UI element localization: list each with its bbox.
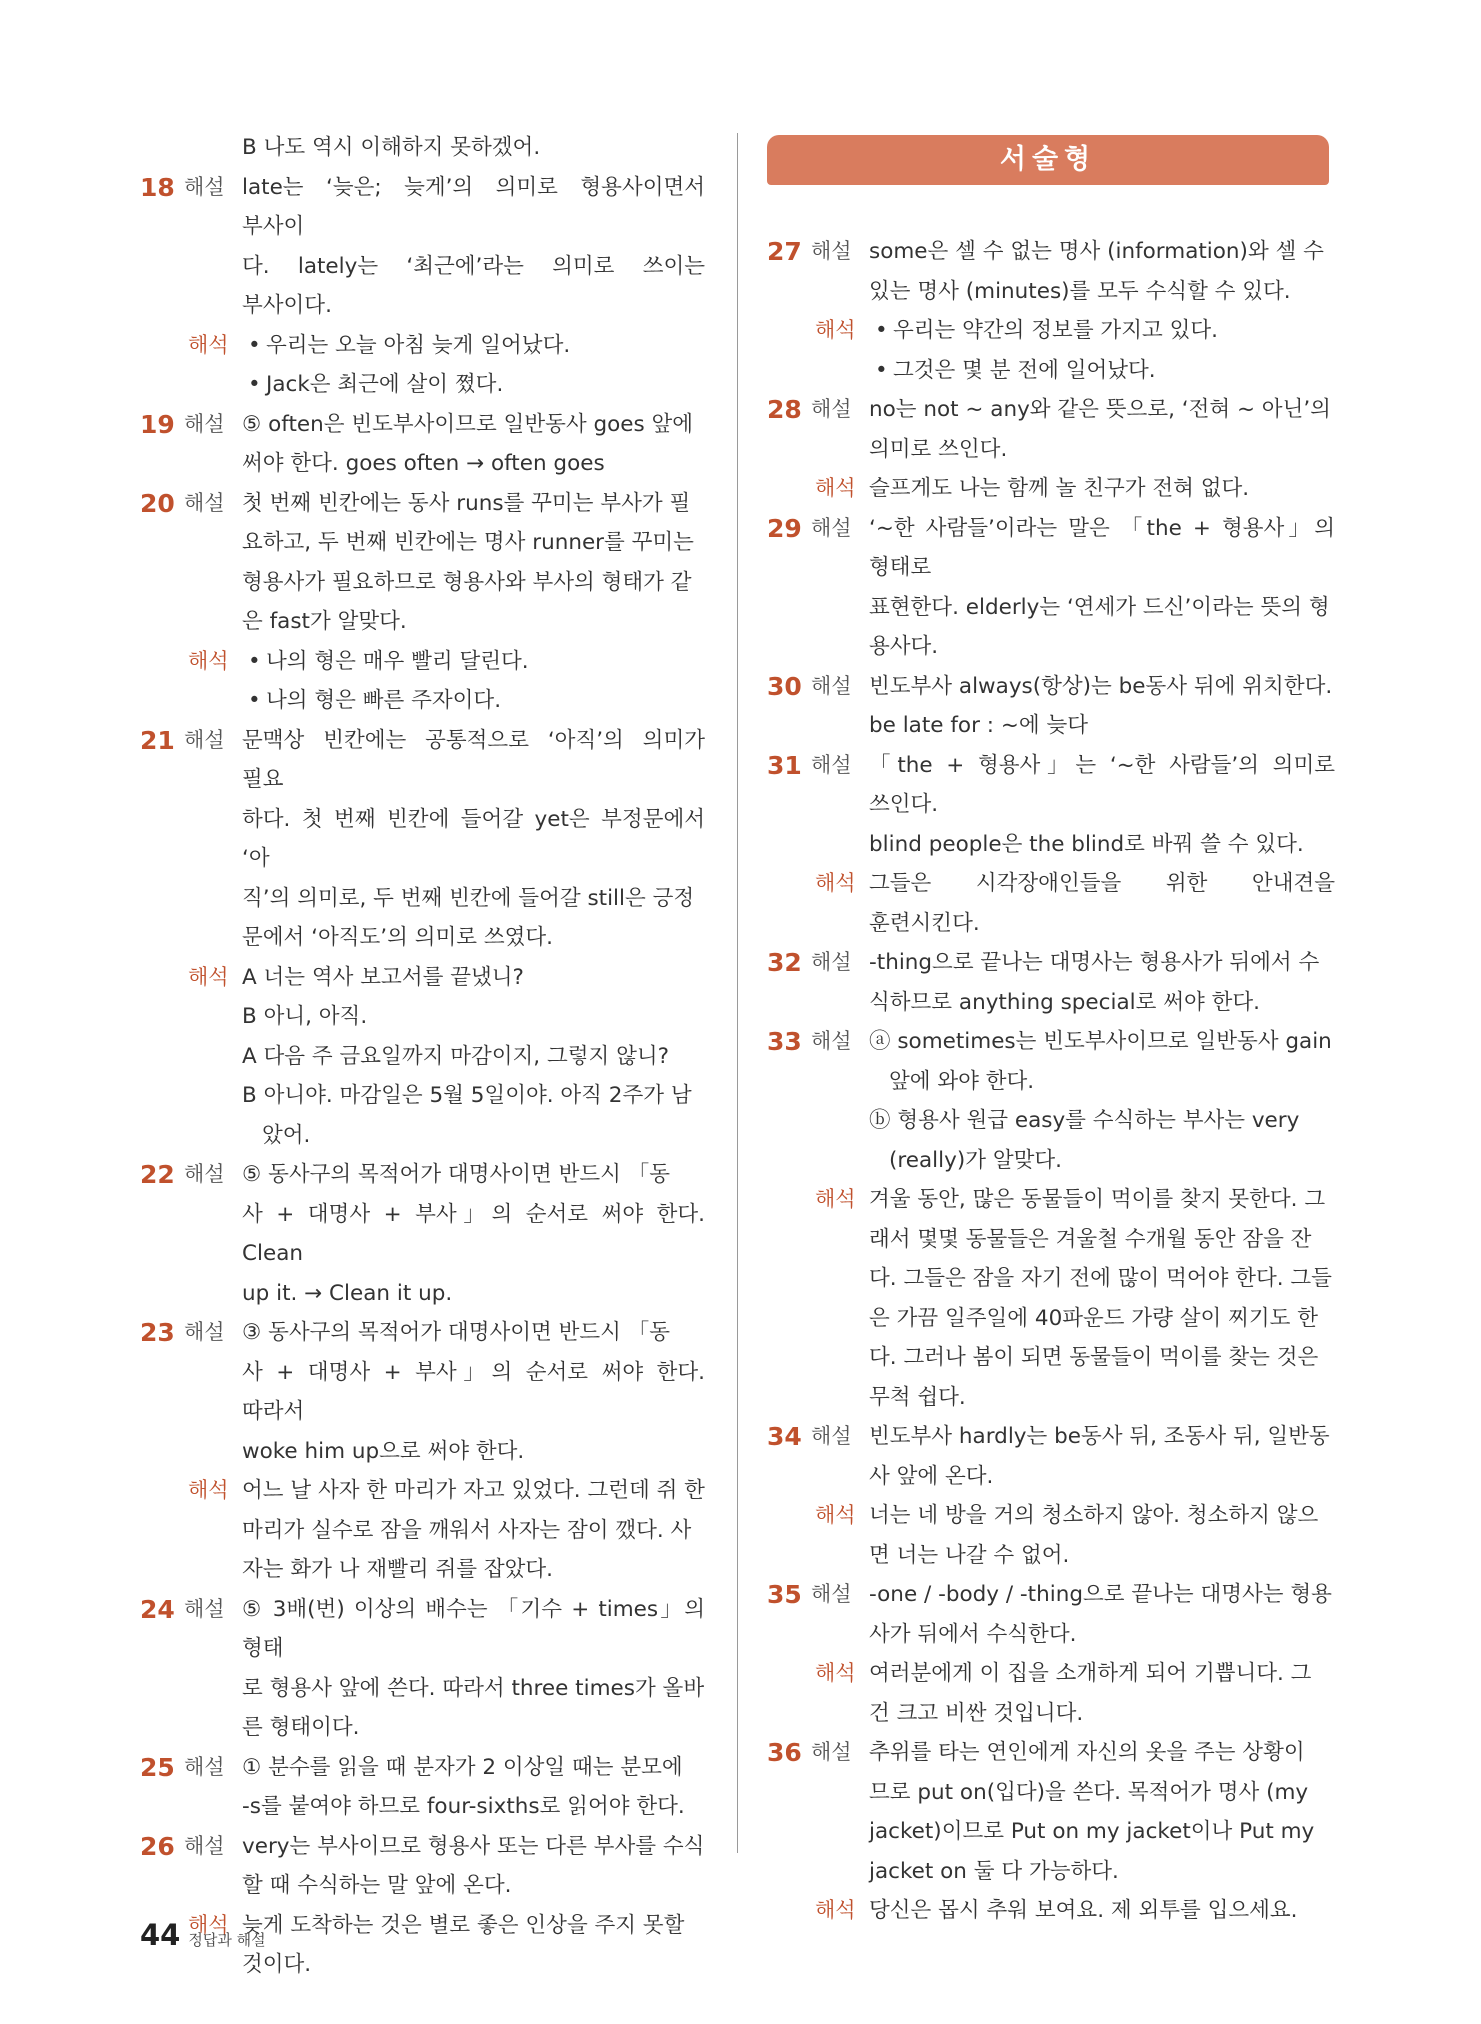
text-line: 래서 몇몇 동물들은 겨울철 수개월 동안 잠을 잔 xyxy=(869,1226,1312,1252)
text-line: blind people은 the blind로 바꿔 쓸 수 있다. xyxy=(869,831,1304,857)
question-number: 21 xyxy=(140,725,175,755)
text-line: ⑤ 3배(번) 이상의 배수는 「기수 + times」의 형태 xyxy=(242,1596,705,1661)
text-line: ① 분수를 읽을 때 분자가 2 이상일 때는 분모에 xyxy=(242,1754,683,1780)
translation-tag: 해석 xyxy=(815,1187,856,1211)
text-line: no는 not ~ any와 같은 뜻으로, ‘전혀 ~ 아닌’의 xyxy=(869,397,1331,422)
text-line: ‘~한 사람들’이라는 말은 「the + 형용사」의 형태로 xyxy=(869,515,1335,580)
translation-tag: 해석 xyxy=(815,1661,856,1685)
text-line: some은 셀 수 없는 명사 (information)와 셀 수 xyxy=(869,239,1324,264)
text-line: 빈도부사 always(항상)는 be동사 뒤에 위치한다. xyxy=(869,673,1333,699)
text-line: 사가 뒤에서 수식한다. xyxy=(869,1621,1077,1647)
explanation-tag: 해설 xyxy=(811,397,852,421)
entry-36 xyxy=(767,1733,1335,1891)
text-line: ⓐ sometimes는 빈도부사이므로 일반동사 gain xyxy=(869,1029,1332,1054)
explanation-text xyxy=(869,1575,1335,1654)
text-line: 앞에 와야 한다. xyxy=(889,1068,1035,1094)
translation-tag: 해석 xyxy=(188,332,229,357)
translation-tag: 해석 xyxy=(815,476,856,500)
text-line: -s를 붙여야 하므로 four-sixths로 읽어야 한다. xyxy=(242,1794,685,1819)
text-line: 그들은 시각장애인들을 위한 안내견을 훈련시킨다. xyxy=(869,871,1335,936)
explanation-text xyxy=(869,1022,1335,1180)
question-number: 18 xyxy=(140,172,175,202)
text-line: 표현한다. elderly는 ‘연세가 드신’이라는 뜻의 형 xyxy=(869,594,1330,620)
question-number: 31 xyxy=(767,750,802,780)
text-line: 너는 네 방을 거의 청소하지 않아. 청소하지 않으 xyxy=(869,1503,1319,1528)
explanation-tag: 해설 xyxy=(184,411,225,436)
explanation-text xyxy=(242,1748,705,1827)
text-line: 다. lately는 ‘최근에’라는 의미로 쓰이는 부사이다. xyxy=(242,253,705,318)
text-line: 어느 날 사자 한 마리가 자고 있었다. 그런데 쥐 한 xyxy=(242,1478,705,1503)
explanation-tag: 해설 xyxy=(811,515,852,540)
text-line: 할 때 수식하는 말 앞에 온다. xyxy=(242,1873,512,1898)
translation-text xyxy=(869,469,1335,509)
translation-block xyxy=(767,469,1335,509)
page-label: 정답과 해설 xyxy=(188,1931,266,1949)
question-number: 19 xyxy=(140,409,175,439)
translation-block xyxy=(767,1496,1335,1575)
text-line: 로 형용사 앞에 쓴다. 따라서 three times가 올바 xyxy=(242,1675,705,1701)
explanation-tag: 해설 xyxy=(811,673,852,698)
section-header: 서술형 xyxy=(767,135,1329,185)
question-number: 22 xyxy=(140,1160,175,1189)
entry-27 xyxy=(767,232,1335,311)
bullet-item: • Jack은 최근에 살이 쪘다. xyxy=(242,365,705,405)
page-number: 44 xyxy=(140,1918,181,1952)
text-line: ⑤ often은 빈도부사이므로 일반동사 goes 앞에 xyxy=(242,411,694,437)
text-line: 있는 명사 (minutes)를 모두 수식할 수 있다. xyxy=(869,278,1291,304)
question-number: 25 xyxy=(140,1752,175,1782)
explanation-tag: 해설 xyxy=(811,1424,852,1448)
translation-text xyxy=(242,326,705,405)
text-line: ⑤ 동사구의 목적어가 대명사이면 반드시 「동 xyxy=(242,1162,671,1187)
explanation-tag: 해설 xyxy=(184,1833,225,1858)
entry-30 xyxy=(767,667,1335,746)
entry-31 xyxy=(767,746,1335,865)
text-line: woke him up으로 써야 한다. xyxy=(242,1438,525,1464)
text-line: 슬프게도 나는 함께 놀 친구가 전혀 없다. xyxy=(869,476,1250,501)
dialog-text xyxy=(242,958,705,1156)
text-line: 무척 쉽다. xyxy=(869,1384,966,1410)
entry-22 xyxy=(140,1155,705,1313)
explanation-text xyxy=(242,1313,705,1471)
right-column xyxy=(767,232,1335,1931)
question-number: 30 xyxy=(767,671,802,701)
text-line: 다. 그러나 봄이 되면 동물들이 먹이를 찾는 것은 xyxy=(869,1345,1319,1370)
translation-block xyxy=(767,1891,1335,1931)
bullet-item: • 나의 형은 매우 빨리 달린다. xyxy=(242,642,705,682)
question-number: 29 xyxy=(767,513,802,543)
text-line: very는 부사이므로 형용사 또는 다른 부사를 수식 xyxy=(242,1833,705,1859)
text-line: ⓑ 형용사 원급 easy를 수식하는 부사는 very xyxy=(869,1108,1300,1133)
translation-tag: 해석 xyxy=(815,1503,856,1527)
text-line: 용사다. xyxy=(869,634,939,659)
explanation-text xyxy=(242,484,705,642)
text-line: 당신은 몹시 추워 보여요. 제 외투를 입으세요. xyxy=(869,1898,1298,1923)
entry-26 xyxy=(140,1827,705,1906)
dialog-line: A 너는 역사 보고서를 끝냈니? xyxy=(242,964,524,990)
text-line: 사 + 대명사 + 부사」의 순서로 써야 한다. 따라서 xyxy=(242,1359,705,1424)
text-line: 하다. 첫 번째 빈칸에 들어갈 yet은 부정문에서 ‘아 xyxy=(242,806,705,871)
explanation-text xyxy=(869,667,1335,746)
text-line: late는 ‘늦은; 늦게’의 의미로 형용사이면서 부사이 xyxy=(242,174,705,239)
question-number: 27 xyxy=(767,237,802,266)
text-line: 의미로 쓰인다. xyxy=(869,436,1008,462)
text-line: 식하므로 anything special로 써야 한다. xyxy=(869,989,1260,1015)
bullet-item: • 그것은 몇 분 전에 일어났다. xyxy=(869,351,1335,391)
text-line: 른 형태이다. xyxy=(242,1715,360,1740)
translation-text xyxy=(242,1906,705,1985)
question-number: 32 xyxy=(767,948,802,977)
translation-block xyxy=(767,1654,1335,1733)
explanation-tag: 해설 xyxy=(184,1754,225,1779)
question-number: 23 xyxy=(140,1318,175,1347)
explanation-text xyxy=(869,943,1335,1022)
entry-18 xyxy=(140,168,705,326)
translation-block xyxy=(767,864,1335,943)
text-line: up it. → Clean it up. xyxy=(242,1280,453,1306)
translation-tag: 해석 xyxy=(188,648,229,673)
dialog-line: B 아니야. 마감일은 5월 5일이야. 아직 2주가 남 xyxy=(242,1083,692,1108)
explanation-tag: 해설 xyxy=(811,1029,852,1053)
text-line: 사 앞에 온다. xyxy=(869,1463,994,1489)
explanation-tag: 해설 xyxy=(184,490,225,515)
translation-text xyxy=(242,1471,705,1590)
explanation-text xyxy=(242,405,705,484)
explanation-tag: 해설 xyxy=(811,950,852,974)
explanation-tag: 해설 xyxy=(184,727,225,752)
translation-text xyxy=(869,1891,1335,1931)
bullet-item: • 우리는 오늘 아침 늦게 일어났다. xyxy=(242,326,705,366)
bullet-item: • 나의 형은 빠른 주자이다. xyxy=(242,681,705,721)
text-line: 은 fast가 알맞다. xyxy=(242,609,407,634)
question-number: 20 xyxy=(140,488,175,518)
explanation-tag: 해설 xyxy=(811,1740,852,1764)
text-line: 직’의 의미로, 두 번째 빈칸에 들어갈 still은 긍정 xyxy=(242,885,695,911)
question-number: 33 xyxy=(767,1027,802,1056)
question-number: 24 xyxy=(140,1594,175,1624)
explanation-text xyxy=(869,509,1335,667)
entry-25 xyxy=(140,1748,705,1827)
dialog-line: 았어. xyxy=(262,1122,311,1148)
text-line: 것이다. xyxy=(242,1952,312,1977)
text-line: 여러분에게 이 집을 소개하게 되어 기쁩니다. 그 xyxy=(869,1661,1312,1686)
explanation-text xyxy=(869,232,1335,311)
text-line: -one / -body / -thing으로 끝나는 대명사는 형용 xyxy=(869,1582,1332,1607)
explanation-text xyxy=(869,1733,1335,1891)
dialog-block xyxy=(140,958,705,1156)
explanation-text xyxy=(242,168,705,326)
translation-text xyxy=(869,1654,1335,1733)
translation-text xyxy=(242,642,705,721)
text-line: -thing으로 끝나는 대명사는 형용사가 뒤에서 수 xyxy=(869,950,1320,975)
text-line: 추위를 타는 연인에게 자신의 옷을 주는 상황이 xyxy=(869,1740,1305,1765)
entry-33 xyxy=(767,1022,1335,1180)
entry-35 xyxy=(767,1575,1335,1654)
translation-text xyxy=(869,311,1335,390)
entry-32 xyxy=(767,943,1335,1022)
question-number: 26 xyxy=(140,1831,175,1861)
translation-tag: 해석 xyxy=(188,1912,229,1937)
explanation-tag: 해설 xyxy=(184,1596,225,1621)
entry-28 xyxy=(767,390,1335,469)
dialog-line: A 다음 주 금요일까지 마감이지, 그렇지 않니? xyxy=(242,1043,670,1069)
entry-29 xyxy=(767,509,1335,667)
question-number: 34 xyxy=(767,1422,802,1451)
entry-19 xyxy=(140,405,705,484)
explanation-text xyxy=(869,746,1335,865)
text-line: 겨울 동안, 많은 동물들이 먹이를 찾지 못한다. 그 xyxy=(869,1187,1326,1212)
translation-tag: 해석 xyxy=(815,871,856,895)
text-line: 문맥상 빈칸에는 공통적으로 ‘아직’의 의미가 필요 xyxy=(242,727,705,792)
text-line: 은 가끔 일주일에 40파운드 가량 살이 찌기도 한 xyxy=(869,1305,1319,1331)
question-number: 36 xyxy=(767,1738,802,1767)
explanation-text xyxy=(242,1590,705,1748)
text-line: 빈도부사 hardly는 be동사 뒤, 조동사 뒤, 일반동 xyxy=(869,1424,1330,1449)
translation-tag: 해석 xyxy=(188,1478,229,1502)
entry-23 xyxy=(140,1313,705,1471)
text-line: 사 + 대명사 + 부사」의 순서로 써야 한다. Clean xyxy=(242,1201,705,1266)
entry-24 xyxy=(140,1590,705,1748)
explanation-tag: 해설 xyxy=(184,1320,225,1344)
translation-block xyxy=(140,1471,705,1590)
explanation-tag: 해설 xyxy=(811,239,852,263)
explanation-text xyxy=(869,1417,1335,1496)
translation-tag: 해석 xyxy=(815,1898,856,1922)
explanation-tag: 해설 xyxy=(184,1162,225,1186)
translation-text xyxy=(869,1180,1335,1417)
text-line: 「the + 형용사」는 ‘~한 사람들’의 의미로 쓰인다. xyxy=(869,752,1335,817)
translation-block xyxy=(140,326,705,405)
text-line: jacket)이므로 Put on my jacket이나 Put my xyxy=(869,1819,1315,1844)
explanation-text xyxy=(242,721,705,958)
text-line: 첫 번째 빈칸에는 동사 runs를 꾸미는 부사가 필 xyxy=(242,490,691,516)
text-line: 써야 한다. goes often → often goes xyxy=(242,451,605,476)
question-number: 35 xyxy=(767,1580,802,1609)
text-line: 므로 put on(입다)을 쓴다. 목적어가 명사 (my xyxy=(869,1779,1309,1805)
entry-34 xyxy=(767,1417,1335,1496)
explanation-text xyxy=(869,390,1335,469)
explanation-text xyxy=(242,1155,705,1313)
entry-20 xyxy=(140,484,705,642)
column-divider xyxy=(737,133,738,1853)
question-number: 28 xyxy=(767,395,802,424)
left-column xyxy=(140,128,705,1985)
translation-block xyxy=(140,642,705,721)
bullet-item: • 우리는 약간의 정보를 가지고 있다. xyxy=(869,311,1335,351)
text-line: 건 크고 비싼 것입니다. xyxy=(869,1700,1084,1726)
translation-text xyxy=(869,1496,1335,1575)
translation-tag: 해석 xyxy=(188,964,229,989)
translation-text xyxy=(869,864,1335,943)
continued-line: B 나도 역시 이해하지 못하겠어. xyxy=(242,135,541,160)
translation-block xyxy=(767,311,1335,390)
text-line: 마리가 실수로 잠을 깨워서 사자는 잠이 깼다. 사 xyxy=(242,1517,692,1543)
explanation-tag: 해설 xyxy=(184,174,225,199)
text-line: ③ 동사구의 목적어가 대명사이면 반드시 「동 xyxy=(242,1320,671,1345)
text-line: 늦게 도착하는 것은 별로 좋은 인상을 주지 못할 xyxy=(242,1912,685,1938)
text-line: 다. 그들은 잠을 자기 전에 많이 먹어야 한다. 그들 xyxy=(869,1266,1332,1291)
explanation-tag: 해설 xyxy=(811,1582,852,1606)
translation-block xyxy=(767,1180,1335,1417)
text-line: jacket on 둘 다 가능하다. xyxy=(869,1858,1119,1884)
text-line: 자는 화가 나 재빨리 쥐를 잡았다. xyxy=(242,1557,554,1582)
page-footer xyxy=(140,1918,266,1952)
text-line: 형용사가 필요하므로 형용사와 부사의 형태가 같 xyxy=(242,569,692,595)
text-line: be late for : ~에 늦다 xyxy=(869,713,1088,738)
explanation-text xyxy=(242,1827,705,1906)
translation-tag: 해석 xyxy=(815,318,856,342)
dialog-line: B 아니, 아직. xyxy=(242,1004,368,1029)
explanation-tag: 해설 xyxy=(811,752,852,777)
text-line: 문에서 ‘아직도’의 의미로 쓰였다. xyxy=(242,925,554,950)
text-line: 면 너는 나갈 수 없어. xyxy=(869,1542,1070,1568)
text-line: (really)가 알맞다. xyxy=(889,1147,1062,1173)
text-line: 요하고, 두 번째 빈칸에는 명사 runner를 꾸미는 xyxy=(242,530,694,555)
entry-21 xyxy=(140,721,705,958)
